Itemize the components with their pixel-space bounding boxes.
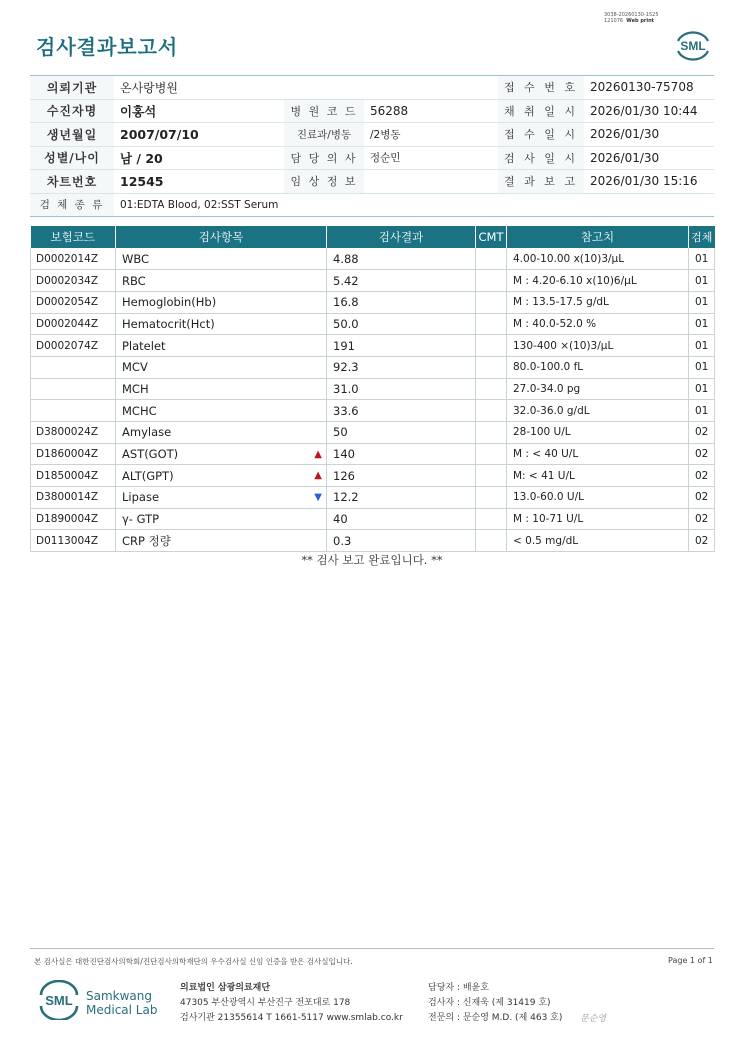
- result-value-cell: 140: [327, 443, 476, 465]
- specimen-cell: 02: [689, 422, 715, 444]
- dept-value: /2병동: [364, 123, 498, 147]
- results-table: [30, 226, 715, 552]
- specimen-cell: 02: [689, 465, 715, 487]
- insurance-code-cell: D0002014Z: [31, 248, 116, 270]
- info-row: [30, 170, 714, 194]
- test-item-name: AST(GOT): [122, 447, 179, 462]
- table-row: [31, 443, 715, 465]
- reference-range-cell: M : 4.20-6.10 x(10)6/µL: [507, 270, 689, 292]
- test-date-value: 2026/01/30: [584, 146, 714, 170]
- specimen-cell: 01: [689, 313, 715, 335]
- insurance-code-cell: D1860004Z: [31, 443, 116, 465]
- test-item-name: MCHC: [122, 403, 157, 418]
- cmt-cell: [476, 530, 507, 552]
- specimen-cell: 01: [689, 378, 715, 400]
- collect-time-label: 채 취 일 시: [498, 99, 584, 123]
- dob-value: 2007/07/10: [114, 123, 284, 147]
- page-number: Page 1 of 1: [668, 956, 713, 965]
- test-item-name: MCV: [122, 360, 148, 375]
- report-time-label: 결 과 보 고: [498, 170, 584, 194]
- footer-divider: [30, 948, 714, 949]
- reference-range-cell: 80.0-100.0 fL: [507, 356, 689, 378]
- sml-logo-icon: [672, 27, 714, 63]
- code-line-2: 121076 Web print: [604, 18, 655, 24]
- completion-message: ** 검사 보고 완료입니다. **: [301, 553, 443, 567]
- hospital-code-label: 병 원 코 드: [284, 99, 364, 123]
- cmt-cell: [476, 291, 507, 313]
- patient-info-table: [30, 75, 714, 217]
- result-value-cell: 50: [327, 422, 476, 444]
- table-row: [31, 487, 715, 509]
- result-value-cell: 50.0: [327, 313, 476, 335]
- reference-range-cell: < 0.5 mg/dL: [507, 530, 689, 552]
- clinical-value: [364, 170, 498, 194]
- org-name: 의료법인 삼광의료재단: [180, 983, 271, 993]
- test-date-label: 검 사 일 시: [498, 146, 584, 170]
- cmt-cell: [476, 248, 507, 270]
- table-row: [31, 422, 715, 444]
- test-item-name: γ- GTP: [122, 512, 160, 527]
- table-row: [31, 270, 715, 292]
- reference-range-cell: 27.0-34.0 pg: [507, 378, 689, 400]
- test-item-name: Platelet: [122, 338, 166, 353]
- insurance-code-cell: D0002034Z: [31, 270, 116, 292]
- test-item-cell: [116, 530, 327, 552]
- table-row: [31, 508, 715, 530]
- results-body: [31, 248, 715, 552]
- specimen-cell: 02: [689, 443, 715, 465]
- specimen-label: 검 체 종 류: [30, 193, 114, 217]
- test-item-cell: [116, 378, 327, 400]
- test-item-name: ALT(GPT): [122, 468, 174, 483]
- patient-name-value: 이홍석: [114, 99, 284, 123]
- table-row: [31, 248, 715, 270]
- signature: 문순영: [580, 1014, 607, 1024]
- col-header-specimen: 검체: [689, 226, 715, 248]
- page-title: 검사결과보고서: [36, 35, 179, 59]
- sex-age-value: 남 / 20: [114, 146, 284, 170]
- results-header-row: [31, 226, 715, 248]
- reference-range-cell: 28-100 U/L: [507, 422, 689, 444]
- staff-manager: 담당자 : 배윤호: [428, 983, 489, 993]
- org-contact: 검사기관 21355614 T 1661-5117 www.smlab.co.kr: [180, 1013, 403, 1023]
- specimen-cell: 01: [689, 356, 715, 378]
- cmt-cell: [476, 465, 507, 487]
- brand-line-2: Medical Lab: [86, 1003, 158, 1017]
- cmt-cell: [476, 443, 507, 465]
- insurance-code-cell: [31, 378, 116, 400]
- collect-time-value: 2026/01/30 10:44: [584, 99, 714, 123]
- organization-info: [180, 981, 403, 1026]
- result-value-cell: 5.42: [327, 270, 476, 292]
- staff-tester: 검사자 : 신재욱 (제 31419 호): [428, 998, 551, 1008]
- specimen-cell: 01: [689, 335, 715, 357]
- insurance-code-cell: D3800014Z: [31, 487, 116, 509]
- staff-specialist: 전문의 : 문순영 M.D. (제 463 호): [428, 1013, 563, 1023]
- info-row: [30, 123, 714, 147]
- test-item-cell: [116, 313, 327, 335]
- high-flag-icon: ▲: [314, 448, 322, 460]
- info-row: [30, 76, 714, 100]
- reference-range-cell: 130-400 ×(10)3/µL: [507, 335, 689, 357]
- table-row: [31, 465, 715, 487]
- result-value-cell: 92.3: [327, 356, 476, 378]
- col-header-ref: 참고치: [507, 226, 689, 248]
- cmt-cell: [476, 335, 507, 357]
- insurance-code-cell: D1890004Z: [31, 508, 116, 530]
- clinical-label: 임 상 정 보: [284, 170, 364, 194]
- org-address: 47305 부산광역시 부산진구 전포대로 178: [180, 998, 351, 1008]
- test-item-name: WBC: [122, 251, 150, 266]
- specimen-value: 01:EDTA Blood, 02:SST Serum: [114, 193, 714, 217]
- info-row: [30, 146, 714, 170]
- cmt-cell: [476, 400, 507, 422]
- svg-text:SML: SML: [680, 39, 706, 53]
- report-time-value: 2026/01/30 15:16: [584, 170, 714, 194]
- result-value-cell: 126: [327, 465, 476, 487]
- specimen-cell: 02: [689, 508, 715, 530]
- test-item-name: Hematocrit(Hct): [122, 316, 215, 331]
- samkwang-logo-icon: [36, 980, 82, 1020]
- table-row: [31, 356, 715, 378]
- result-value-cell: 33.6: [327, 400, 476, 422]
- result-value-cell: 0.3: [327, 530, 476, 552]
- cmt-cell: [476, 313, 507, 335]
- test-item-cell: [116, 270, 327, 292]
- test-item-cell: [116, 465, 327, 487]
- test-item-cell: [116, 443, 327, 465]
- cmt-cell: [476, 508, 507, 530]
- dept-label: 진료과/병동: [284, 123, 364, 147]
- specimen-cell: 02: [689, 530, 715, 552]
- reference-range-cell: 32.0-36.0 g/dL: [507, 400, 689, 422]
- insurance-code-cell: [31, 400, 116, 422]
- reference-range-cell: M: < 41 U/L: [507, 465, 689, 487]
- col-header-item: 검사항목: [116, 226, 327, 248]
- test-item-cell: [116, 400, 327, 422]
- test-item-cell: [116, 335, 327, 357]
- col-header-code: 보험코드: [31, 226, 116, 248]
- specimen-cell: 02: [689, 487, 715, 509]
- reference-range-cell: M : < 40 U/L: [507, 443, 689, 465]
- test-item-name: Amylase: [122, 425, 172, 440]
- result-value-cell: 31.0: [327, 378, 476, 400]
- test-item-name: Lipase: [122, 490, 160, 505]
- test-item-cell: [116, 487, 327, 509]
- col-header-result: 검사결과: [327, 226, 476, 248]
- insurance-code-cell: D0113004Z: [31, 530, 116, 552]
- specimen-cell: 01: [689, 270, 715, 292]
- receipt-date-value: 2026/01/30: [584, 123, 714, 147]
- test-item-cell: [116, 291, 327, 313]
- document-code: [604, 12, 659, 24]
- specimen-cell: 01: [689, 248, 715, 270]
- specimen-cell: 01: [689, 291, 715, 313]
- dob-label: 생년월일: [30, 123, 114, 147]
- hospital-label: 의뢰기관: [30, 76, 114, 100]
- accreditation-note: 본 검사실은 대한진단검사의학회/진단검사의학재단의 우수검사실 신임 인증을 받은 검사실입니다.: [34, 957, 353, 966]
- table-row: [31, 335, 715, 357]
- receipt-no-label: 접 수 번 호: [498, 76, 584, 100]
- doctor-label: 담 당 의 사: [284, 146, 364, 170]
- result-value-cell: 12.2: [327, 487, 476, 509]
- test-item-name: MCH: [122, 381, 149, 396]
- insurance-code-cell: D0002054Z: [31, 291, 116, 313]
- reference-range-cell: 13.0-60.0 U/L: [507, 487, 689, 509]
- insurance-code-cell: D3800024Z: [31, 422, 116, 444]
- receipt-date-label: 접 수 일 시: [498, 123, 584, 147]
- low-flag-icon: ▼: [314, 492, 322, 504]
- high-flag-icon: ▲: [314, 470, 322, 482]
- col-header-cmt: CMT: [476, 226, 507, 248]
- chart-no-label: 차트번호: [30, 170, 114, 194]
- insurance-code-cell: D0002074Z: [31, 335, 116, 357]
- info-row: [30, 99, 714, 123]
- cmt-cell: [476, 487, 507, 509]
- brand-line-1: Samkwang: [86, 989, 152, 1003]
- table-row: [31, 530, 715, 552]
- svg-text:SML: SML: [45, 993, 73, 1008]
- test-item-cell: [116, 508, 327, 530]
- cmt-cell: [476, 270, 507, 292]
- table-row: [31, 378, 715, 400]
- chart-no-value: 12545: [114, 170, 284, 194]
- reference-range-cell: M : 10-71 U/L: [507, 508, 689, 530]
- patient-name-label: 수진자명: [30, 99, 114, 123]
- doctor-value: 정순민: [364, 146, 498, 170]
- test-item-cell: [116, 356, 327, 378]
- cmt-cell: [476, 422, 507, 444]
- test-item-cell: [116, 248, 327, 270]
- reference-range-cell: M : 40.0-52.0 %: [507, 313, 689, 335]
- test-item-name: Hemoglobin(Hb): [122, 295, 217, 310]
- result-value-cell: 4.88: [327, 248, 476, 270]
- result-value-cell: 16.8: [327, 291, 476, 313]
- table-row: [31, 313, 715, 335]
- insurance-code-cell: D1850004Z: [31, 465, 116, 487]
- result-value-cell: 191: [327, 335, 476, 357]
- code-line-1: 3038-20260130-1525: [604, 12, 659, 18]
- staff-info: [428, 981, 562, 1026]
- insurance-code-cell: [31, 356, 116, 378]
- table-row: [31, 291, 715, 313]
- test-item-name: CRP 정량: [122, 533, 171, 548]
- table-row: [31, 400, 715, 422]
- specimen-cell: 01: [689, 400, 715, 422]
- info-row: [30, 193, 714, 217]
- result-value-cell: 40: [327, 508, 476, 530]
- hospital-code-value: 56288: [364, 99, 498, 123]
- cmt-cell: [476, 378, 507, 400]
- receipt-no-value: 20260130-75708: [584, 76, 714, 100]
- cmt-cell: [476, 356, 507, 378]
- hospital-value: 온사랑병원: [114, 76, 498, 100]
- reference-range-cell: M : 13.5-17.5 g/dL: [507, 291, 689, 313]
- test-item-cell: [116, 422, 327, 444]
- test-item-name: RBC: [122, 273, 146, 288]
- brand-name: [86, 989, 157, 1017]
- insurance-code-cell: D0002044Z: [31, 313, 116, 335]
- reference-range-cell: 4.00-10.00 x(10)3/µL: [507, 248, 689, 270]
- sex-age-label: 성별/나이: [30, 146, 114, 170]
